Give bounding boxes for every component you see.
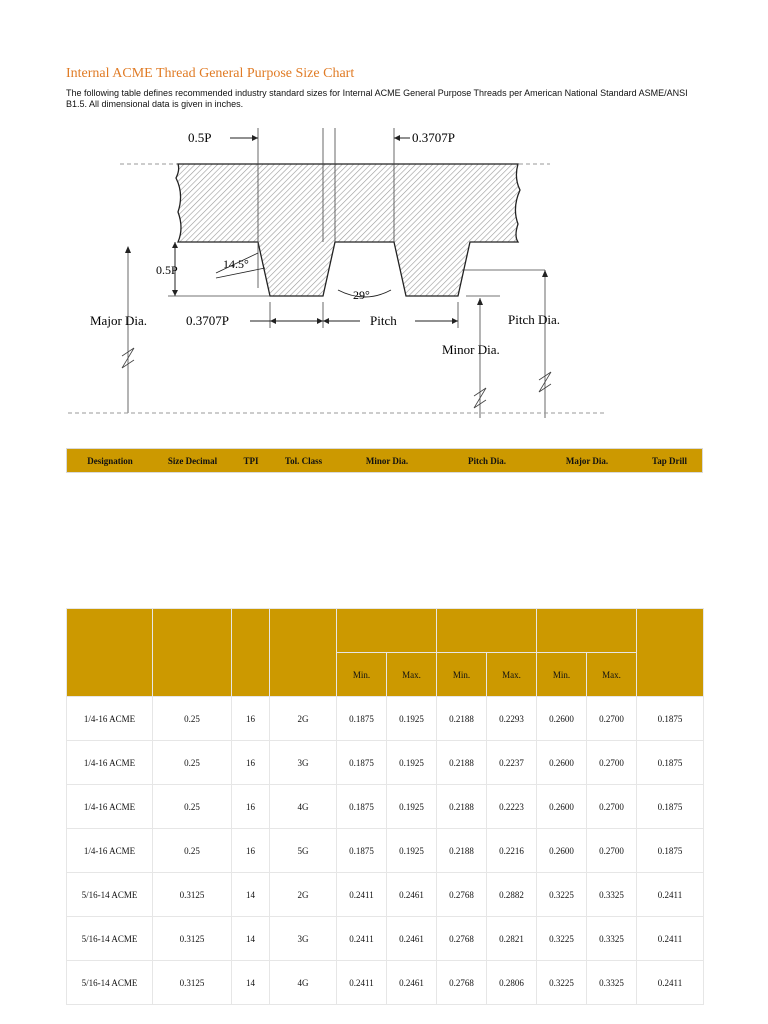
table-cell: 0.2461 (387, 873, 437, 917)
thread-profile (176, 164, 520, 296)
table-cell: 0.3325 (587, 917, 637, 961)
table-cell: 0.2806 (487, 961, 537, 1005)
table-cell: 0.1875 (337, 741, 387, 785)
table-cell: 5/16-14 ACME (67, 873, 153, 917)
label-pitch: Pitch (370, 313, 397, 328)
table-cell: 0.2882 (487, 873, 537, 917)
header-tpi: TPI (243, 455, 259, 466)
table-cell: 14 (232, 961, 270, 1005)
acme-thread-diagram (60, 118, 610, 430)
table-cell: 0.1875 (637, 785, 704, 829)
table-cell: 0.2821 (487, 917, 537, 961)
table-cell: 0.2411 (337, 873, 387, 917)
table-cell: 2G (270, 873, 337, 917)
subheader-pitch-min: Min. (437, 653, 487, 697)
table-cell: 16 (232, 741, 270, 785)
table-cell: 0.3325 (587, 961, 637, 1005)
header-tap-drill: Tap Drill (652, 455, 687, 466)
table-cell: 0.3225 (537, 917, 587, 961)
table-cell: 0.2411 (337, 917, 387, 961)
table-row (67, 961, 704, 1005)
label-flank-angle: 14.5° (223, 257, 249, 271)
table-cell: 0.25 (153, 829, 232, 873)
table-cell: 0.2600 (537, 829, 587, 873)
header-tol-class: Tol. Class (284, 455, 323, 466)
table-cell: 0.1875 (637, 697, 704, 741)
page-title: Internal ACME Thread General Purpose Size Chart (66, 66, 355, 81)
table-cell: 5G (270, 829, 337, 873)
table-cell: 0.3125 (153, 873, 232, 917)
table-cell: 0.2768 (437, 873, 487, 917)
table-cell: 0.1925 (387, 697, 437, 741)
table-cell: 1/4-16 ACME (67, 829, 153, 873)
label-major-dia: Major Dia. (90, 313, 148, 328)
header-minor-dia: Minor Dia. (365, 455, 409, 466)
table-cell: 0.3125 (153, 917, 232, 961)
table-cell: 0.1925 (387, 741, 437, 785)
table-cell: 0.2700 (587, 829, 637, 873)
table-cell: 0.1925 (387, 785, 437, 829)
table-cell: 0.3225 (537, 961, 587, 1005)
table-cell: 16 (232, 829, 270, 873)
table-cell: 3G (270, 741, 337, 785)
subheader-major-min: Min. (537, 653, 587, 697)
label-flat-bottom: 0.3707P (186, 313, 229, 328)
table-cell: 0.2293 (487, 697, 537, 741)
table-cell: 0.25 (153, 741, 232, 785)
table-cell: 0.2600 (537, 741, 587, 785)
header-size-decimal: Size Decimal (167, 455, 218, 466)
table-cell: 0.3225 (537, 873, 587, 917)
table-row (67, 697, 704, 741)
table-cell: 0.2600 (537, 785, 587, 829)
header-major-dia: Major Dia. (565, 455, 609, 466)
table-cell: 0.2700 (587, 785, 637, 829)
subheader-pitch-max: Max. (487, 653, 537, 697)
table-cell: 2G (270, 697, 337, 741)
table-cell: 0.2411 (637, 873, 704, 917)
table-cell: 0.2188 (437, 829, 487, 873)
table-cell: 16 (232, 785, 270, 829)
table-cell: 1/4-16 ACME (67, 741, 153, 785)
table-row (67, 829, 704, 873)
table-cell: 16 (232, 697, 270, 741)
table-cell: 0.2411 (637, 917, 704, 961)
label-pitch-dia: Pitch Dia. (508, 312, 560, 327)
table-cell: 0.3125 (153, 961, 232, 1005)
table-cell: 0.2237 (487, 741, 537, 785)
table-row (67, 785, 704, 829)
table-cell: 0.2188 (437, 741, 487, 785)
table-cell: 0.1875 (637, 741, 704, 785)
table-cell: 3G (270, 917, 337, 961)
label-flat-top: 0.3707P (412, 130, 455, 145)
table-cell: 1/4-16 ACME (67, 785, 153, 829)
table-cell: 0.2411 (337, 961, 387, 1005)
table-cell: 0.2223 (487, 785, 537, 829)
table-cell: 0.3325 (587, 873, 637, 917)
table-row (67, 917, 704, 961)
label-half-pitch-side: 0.5P (156, 263, 178, 277)
table-cell: 0.2216 (487, 829, 537, 873)
label-half-pitch-top: 0.5P (188, 130, 212, 145)
table-cell: 4G (270, 785, 337, 829)
table-cell: 0.2461 (387, 961, 437, 1005)
intro-paragraph: The following table defines recommended industry standard sizes for Internal ACME General Purpose Threads per American National Standard ASME/ANSI B1.5. All dimensional data is given in inches. (66, 88, 688, 109)
table-cell: 0.2700 (587, 697, 637, 741)
table-row (67, 873, 704, 917)
table-cell: 0.1925 (387, 829, 437, 873)
header-pitch-dia: Pitch Dia. (468, 455, 506, 466)
label-minor-dia: Minor Dia. (442, 342, 500, 357)
subheader-major-max: Max. (587, 653, 637, 697)
table-cell: 0.1875 (337, 785, 387, 829)
table-cell: 14 (232, 873, 270, 917)
table-header-row (67, 609, 704, 653)
table-cell: 0.2600 (537, 697, 587, 741)
table-cell: 0.1875 (337, 829, 387, 873)
table-cell: 0.25 (153, 785, 232, 829)
label-included-angle: 29° (353, 288, 370, 302)
table-cell: 4G (270, 961, 337, 1005)
subheader-minor-max: Max. (387, 653, 437, 697)
table-cell: 0.2700 (587, 741, 637, 785)
table-cell: 0.2188 (437, 697, 487, 741)
table-cell: 0.1875 (337, 697, 387, 741)
table-cell: 0.2768 (437, 917, 487, 961)
subheader-minor-min: Min. (337, 653, 387, 697)
table-row (67, 741, 704, 785)
thread-size-table (66, 608, 704, 1005)
table-cell: 14 (232, 917, 270, 961)
table-cell: 0.25 (153, 697, 232, 741)
table-cell: 0.2768 (437, 961, 487, 1005)
table-cell: 0.1875 (637, 829, 704, 873)
table-cell: 5/16-14 ACME (67, 961, 153, 1005)
table-cell: 1/4-16 ACME (67, 697, 153, 741)
column-header-bar (66, 448, 703, 473)
table-cell: 0.2461 (387, 917, 437, 961)
table-cell: 5/16-14 ACME (67, 917, 153, 961)
table-cell: 0.2188 (437, 785, 487, 829)
header-designation: Designation (87, 455, 133, 466)
table-cell: 0.2411 (637, 961, 704, 1005)
